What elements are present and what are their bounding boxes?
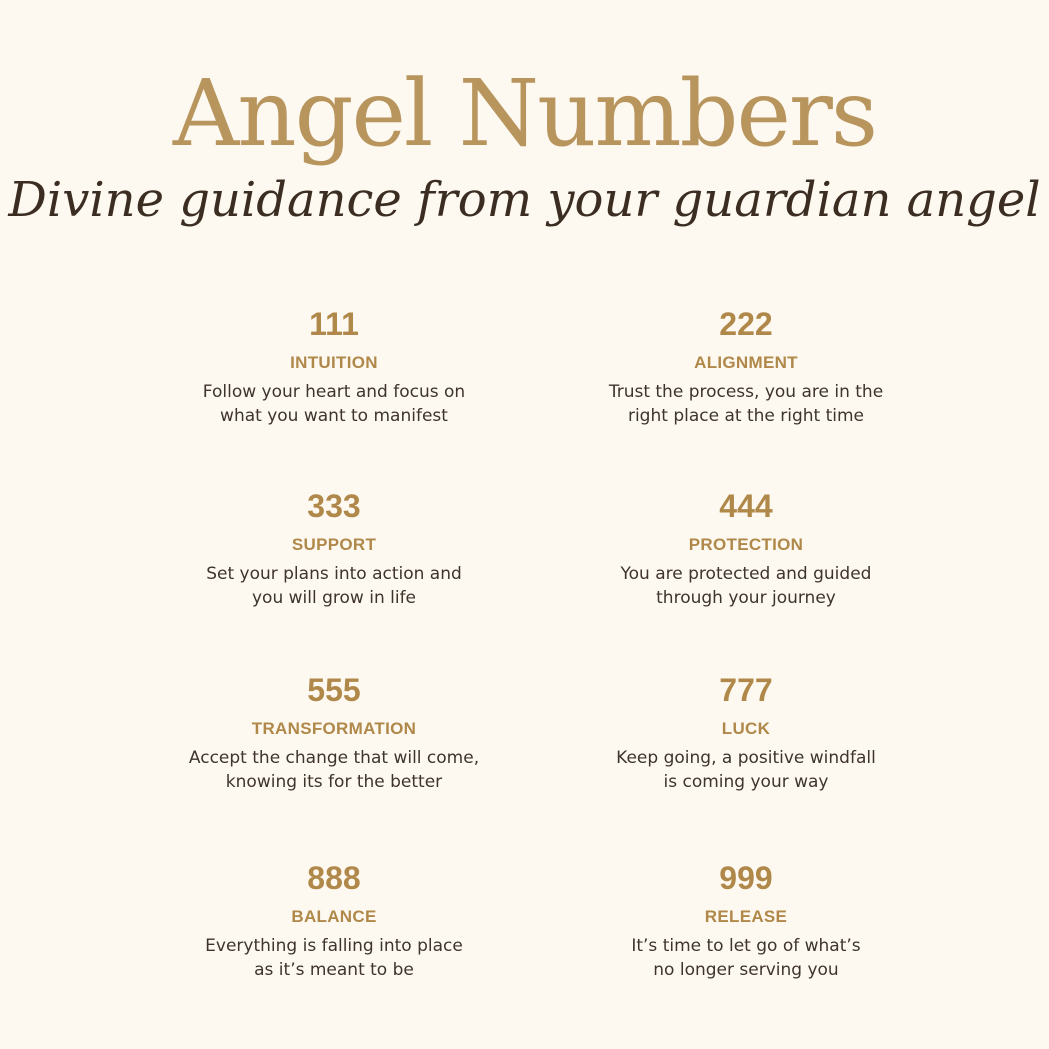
page-title: Angel Numbers [172, 60, 877, 167]
number-value: 555 [307, 672, 361, 708]
angel-number-111 [124, 304, 544, 428]
angel-number-444 [536, 486, 956, 610]
number-description: Accept the change that will come, knowing its for the better [188, 748, 480, 792]
number-description: Everything is falling into place as it’s meant to be [205, 936, 463, 980]
page-subtitle: Divine guidance from your guardian angel [8, 172, 1041, 228]
angel-number-222 [536, 304, 956, 428]
angel-number-999 [536, 858, 956, 982]
number-description: You are protected and guided through your journey [620, 564, 872, 608]
number-keyword: ALIGNMENT [694, 353, 798, 372]
angel-number-888 [124, 858, 544, 982]
angel-number-777 [536, 670, 956, 794]
number-description: Set your plans into action and you will grow in life [206, 564, 462, 608]
number-description: Keep going, a positive windfall is coming your way [616, 748, 876, 792]
number-description: It’s time to let go of what’s no longer serving you [631, 936, 861, 980]
number-keyword: BALANCE [291, 907, 377, 926]
number-description: Follow your heart and focus on what you want to manifest [202, 382, 466, 426]
number-keyword: INTUITION [290, 353, 378, 372]
number-keyword: RELEASE [704, 907, 788, 926]
number-keyword: PROTECTION [688, 535, 804, 554]
number-value: 888 [307, 860, 361, 896]
number-description: Trust the process, you are in the right place at the right time [608, 382, 884, 426]
number-value: 444 [719, 488, 773, 524]
number-keyword: SUPPORT [291, 535, 377, 554]
number-value: 999 [719, 860, 773, 896]
number-keyword: LUCK [721, 719, 771, 738]
number-value: 111 [309, 306, 359, 342]
number-value: 777 [719, 672, 773, 708]
number-keyword: TRANSFORMATION [251, 719, 417, 738]
number-value: 222 [719, 306, 773, 342]
angel-number-555 [124, 670, 544, 794]
angel-number-333 [124, 486, 544, 610]
number-value: 333 [307, 488, 361, 524]
